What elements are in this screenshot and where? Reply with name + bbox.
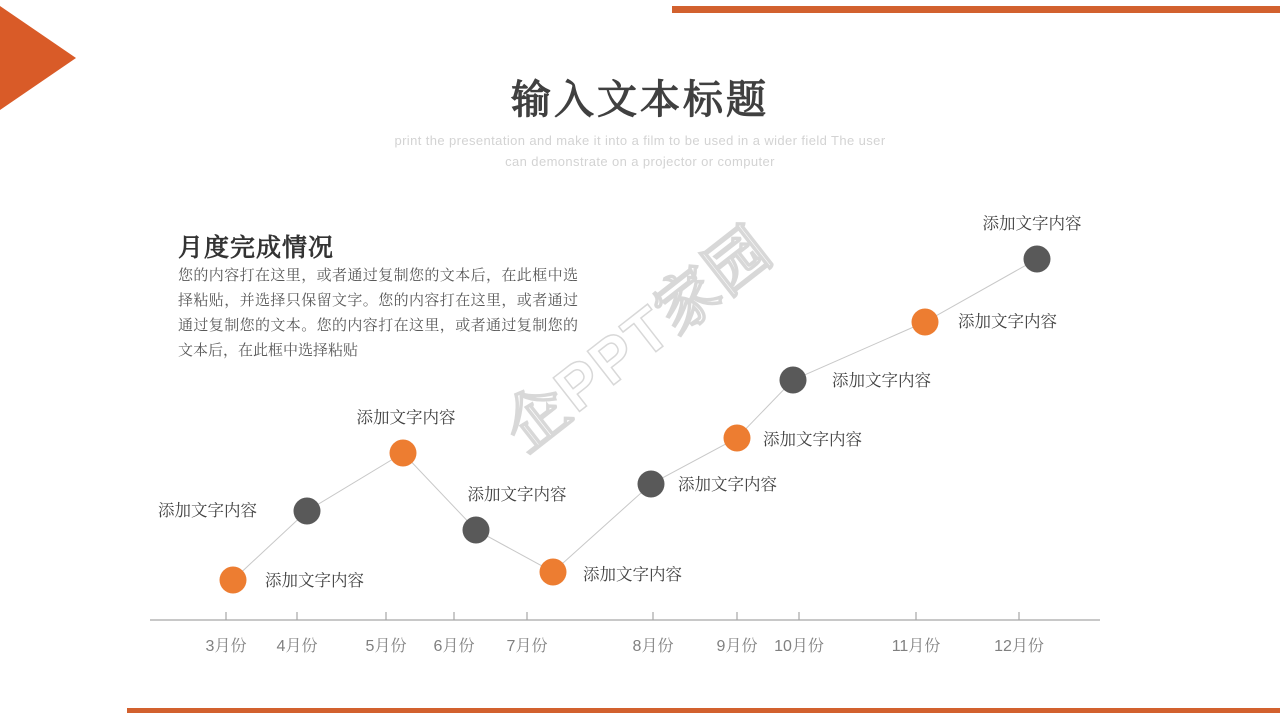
data-point-label: 添加文字内容 (356, 409, 456, 427)
x-axis-label: 3月份 (205, 638, 247, 655)
data-point-label: 添加文字内容 (583, 566, 682, 584)
data-point-dot (294, 498, 321, 525)
data-point-dot (638, 471, 665, 498)
data-point-dot (724, 425, 751, 452)
section-heading: 月度完成情况 (178, 234, 335, 262)
subtitle-line-2: can demonstrate on a projector or computer (505, 153, 775, 169)
slide-title: 输入文本标题 (511, 78, 769, 122)
x-axis-label: 11月份 (891, 638, 941, 655)
data-point-label: 添加文字内容 (265, 572, 364, 590)
x-axis-label: 12月份 (994, 638, 1044, 655)
data-point-dot (540, 559, 567, 586)
data-point-label: 添加文字内容 (158, 502, 257, 520)
data-point-dot (463, 517, 490, 544)
data-point-label: 添加文字内容 (467, 486, 567, 504)
watermark: 企PPT家园 (491, 213, 786, 465)
x-axis-label: 7月份 (506, 638, 548, 655)
section-body-text: 您的内容打在这里，或者通过复制您的文本后，在此框中选择粘贴，并选择只保留文字。您的内容打在这里，或者通过通过复制您的文本。您的内容打在这里，或者通过复制您的文本后，在此框中选择粘贴 (178, 267, 578, 359)
series-connector-line (233, 259, 1037, 580)
x-axis-label: 10月份 (774, 638, 824, 655)
data-point-dot (912, 309, 939, 336)
data-point-dot (780, 367, 807, 394)
data-point-label: 添加文字内容 (832, 372, 931, 390)
data-point-dot (220, 567, 247, 594)
x-axis-label: 9月份 (716, 638, 758, 655)
data-point-dot (390, 440, 417, 467)
x-axis-label: 8月份 (632, 638, 674, 655)
x-axis-label: 4月份 (276, 638, 318, 655)
data-point-label: 添加文字内容 (763, 431, 862, 449)
x-axis-label: 5月份 (365, 638, 407, 655)
x-axis-label: 6月份 (433, 638, 475, 655)
data-point-label: 添加文字内容 (678, 476, 777, 494)
subtitle-line-1: print the presentation and make it into a film to be used in a wider field The user (394, 133, 886, 148)
data-point-dot (1024, 246, 1051, 273)
data-point-label: 添加文字内容 (958, 313, 1057, 331)
data-point-label: 添加文字内容 (982, 215, 1082, 233)
